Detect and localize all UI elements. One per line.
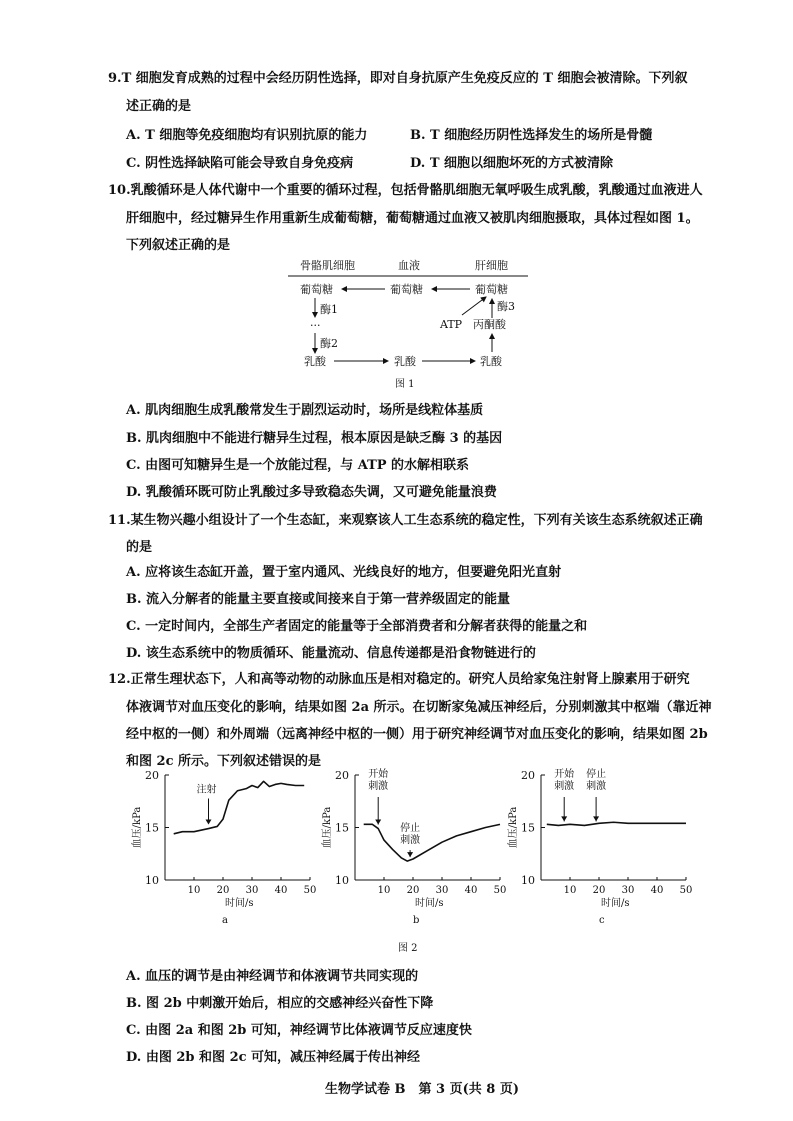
x-tick-label: 20 <box>406 885 420 896</box>
fig1-lactate-blood: 乳酸 <box>394 355 416 368</box>
annotation-label: 刺激 <box>368 781 389 792</box>
annotation-arrowhead <box>593 816 599 821</box>
x-tick-label: 50 <box>303 885 317 896</box>
q10-option-a: A. 肌肉细胞生成乳酸常发生于剧烈运动时，场所是线粒体基质 <box>126 403 484 418</box>
x-tick-label: 30 <box>435 885 449 896</box>
q11-option-b: B. 流入分解者的能量主要直接或间接来自于第一营养级固定的能量 <box>126 592 511 607</box>
q10-option-c: C. 由图可知糖异生是一个放能过程，与 ATP 的水解相联系 <box>126 458 470 473</box>
q12-stem-line1: 12.正常生理状态下，人和高等动物的动脉血压是相对稳定的。研究人员给家兔注射肾上腺素用于研究 <box>108 672 690 687</box>
y-tick-label: 20 <box>335 769 349 782</box>
annotation-arrowhead <box>206 820 212 825</box>
fig2-label-c: c <box>599 915 605 926</box>
x-tick-label: 40 <box>274 885 288 896</box>
blood-pressure-line <box>174 781 305 834</box>
annotation-label: 刺激 <box>554 781 575 792</box>
x-axis-label: 时间/s <box>601 898 630 909</box>
y-tick-label: 10 <box>335 874 349 887</box>
fig1-col-blood: 血液 <box>398 259 420 272</box>
fig1-enzyme1: 酶1 <box>320 303 338 316</box>
q10-stem-line1: 10.乳酸循环是人体代谢中一个重要的循环过程，包括骨骼肌细胞无氧呼吸生成乳酸，乳酸通过血液进人 <box>108 183 703 198</box>
annotation-arrowhead <box>561 816 567 821</box>
annotation-label: 停止 <box>586 769 607 780</box>
x-tick-label: 40 <box>464 885 478 896</box>
q10-option-b: B. 肌肉细胞中不能进行糖异生过程，根本原因是缺乏酶 3 的基因 <box>126 431 503 446</box>
fig2-label-a: a <box>222 915 228 926</box>
y-tick-label: 15 <box>335 821 349 835</box>
q12-option-d: D. 由图 2b 和图 2c 可知，减压神经属于传出神经 <box>126 1050 421 1065</box>
figure-2-blood-pressure-charts <box>120 765 700 955</box>
y-axis-label: 血压/kPa <box>508 806 519 849</box>
fig1-dots: ··· <box>310 319 321 332</box>
fig1-lactate-liver: 乳酸 <box>480 355 502 368</box>
fig1-enzyme2: 酶2 <box>320 337 338 350</box>
q12-option-c: C. 由图 2a 和图 2b 可知，神经调节比体液调节反应速度快 <box>126 1023 472 1038</box>
y-axis-label: 血压/kPa <box>132 806 143 849</box>
x-tick-label: 40 <box>650 885 664 896</box>
annotation-label: 刺激 <box>586 781 607 792</box>
annotation-arrowhead <box>375 820 381 825</box>
q12-stem-line4: 和图 2c 所示。下列叙述错误的是 <box>126 754 322 769</box>
fig1-glucose-liver: 葡萄糖 <box>475 283 508 296</box>
fig1-lactate-muscle: 乳酸 <box>304 355 326 368</box>
annotation-arrowhead <box>407 852 413 857</box>
x-tick-label: 30 <box>245 885 259 896</box>
q10-stem-line2: 肝细胞中，经过糖异生作用重新生成葡萄糖，葡萄糖通过血液又被肌肉细胞摄取，具体过程如图 1。 <box>126 211 699 226</box>
q12-stem-line2: 体液调节对血压变化的影响，结果如图 2a 所示。在切断家兔减压神经后，分别刺激其中枢端（靠近神 <box>126 700 712 715</box>
y-tick-label: 10 <box>145 874 159 887</box>
q10-stem-line3: 下列叙述正确的是 <box>126 238 231 253</box>
y-tick-label: 15 <box>145 821 159 835</box>
q11-option-a: A. 应将该生态缸开盖，置于室内通风、光线良好的地方，但要避免阳光直射 <box>126 565 562 580</box>
q9-stem-line1: 9.T 细胞发育成熟的过程中会经历阴性选择，即对自身抗原产生免疫反应的 T 细胞会被清除。下列叙 <box>108 71 688 86</box>
chart-2c <box>507 767 692 909</box>
fig1-glucose-blood: 葡萄糖 <box>390 283 423 296</box>
annotation-label: 刺激 <box>400 835 421 847</box>
x-axis-label: 时间/s <box>415 898 444 909</box>
fig1-col-skeletal: 骨骼肌细胞 <box>300 259 355 272</box>
y-tick-label: 10 <box>521 874 535 887</box>
chart-2b <box>321 767 506 909</box>
q11-option-c: C. 一定时间内，全部生产者固定的能量等于全部消费者和分解者获得的能量之和 <box>126 619 588 634</box>
q11-option-d: D. 该生态系统中的物质循环、能量流动、信息传递都是沿食物链进行的 <box>126 646 536 661</box>
y-tick-label: 20 <box>145 769 159 782</box>
x-tick-label: 50 <box>679 885 693 896</box>
q12-option-b: B. 图 2b 中刺激开始后，相应的交感神经兴奋性下降 <box>126 996 434 1011</box>
q9-stem-line2: 述正确的是 <box>126 99 192 114</box>
figure-1-lactate-cycle <box>270 255 540 395</box>
q11-stem-line2: 的是 <box>126 540 153 555</box>
x-tick-label: 10 <box>377 885 391 896</box>
x-tick-label: 20 <box>216 885 230 896</box>
y-axis-label: 血压/kPa <box>322 806 333 849</box>
fig1-arrow-atp <box>462 297 486 315</box>
x-tick-label: 20 <box>592 885 606 896</box>
y-tick-label: 20 <box>521 769 535 782</box>
fig2-label-b: b <box>413 915 420 926</box>
blood-pressure-line <box>364 824 500 861</box>
x-tick-label: 30 <box>621 885 635 896</box>
page-footer: 生物学试卷 B 第 3 页(共 8 页) <box>325 1082 520 1097</box>
q9-option-c: C. 阴性选择缺陷可能会导致自身免疫病 <box>126 156 354 171</box>
fig1-enzyme3: 酶3 <box>497 300 515 313</box>
fig1-caption: 图 1 <box>395 379 415 390</box>
y-tick-label: 15 <box>521 821 535 835</box>
x-tick-label: 10 <box>187 885 201 896</box>
q11-stem-line1: 11.某生物兴趣小组设计了一个生态缸，来观察该人工生态系统的稳定性，下列有关该生态系统叙述正确 <box>108 513 703 528</box>
chart-2a <box>131 769 316 909</box>
x-axis-label: 时间/s <box>225 898 254 909</box>
fig1-pyruvate: 丙酮酸 <box>473 318 506 331</box>
annotation-label: 开始 <box>368 769 389 780</box>
x-tick-label: 10 <box>563 885 577 896</box>
x-tick-label: 50 <box>493 885 507 896</box>
fig2-caption: 图 2 <box>398 943 418 954</box>
annotation-label: 开始 <box>554 769 575 780</box>
q12-option-a: A. 血压的调节是由神经调节和体液调节共同实现的 <box>126 969 419 984</box>
fig1-atp: ATP <box>440 318 463 331</box>
q9-option-d: D. T 细胞以细胞坏死的方式被清除 <box>410 156 614 171</box>
q12-stem-line3: 经中枢的一侧）和外周端（远离神经中枢的一侧）用于研究神经调节对血压变化的影响，结果如图 2b <box>126 727 708 742</box>
blood-pressure-line <box>547 822 686 825</box>
fig1-col-liver: 肝细胞 <box>475 259 508 272</box>
q9-option-b: B. T 细胞经历阴性选择发生的场所是骨髓 <box>410 128 653 143</box>
fig1-glucose-muscle: 葡萄糖 <box>300 283 333 296</box>
q10-option-d: D. 乳酸循环既可防止乳酸过多导致稳态失调，又可避免能量浪费 <box>126 485 497 500</box>
annotation-label: 停止 <box>400 823 421 835</box>
annotation-label: 注射 <box>196 784 217 796</box>
q9-option-a: A. T 细胞等免疫细胞均有识别抗原的能力 <box>126 128 368 143</box>
